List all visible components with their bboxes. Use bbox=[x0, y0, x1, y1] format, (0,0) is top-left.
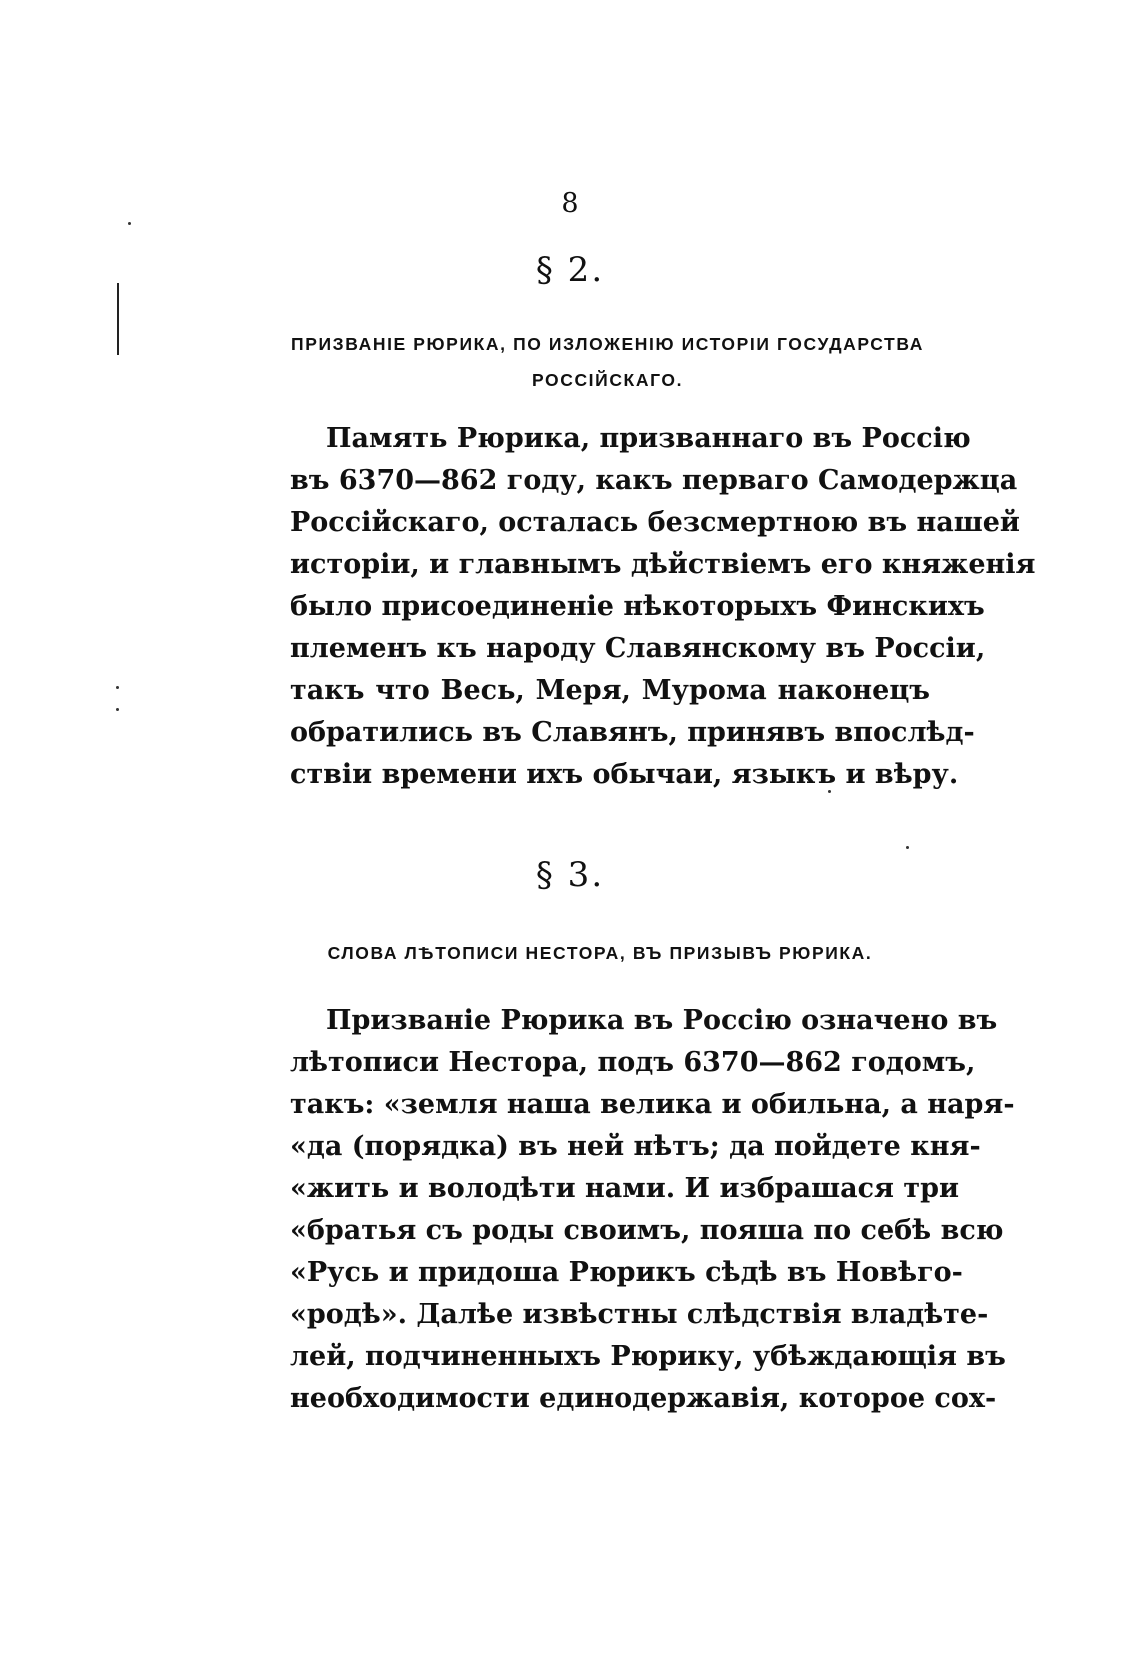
margin-speck bbox=[128, 222, 131, 225]
paragraph-line: такъ: «земля наша велика и обильна, а наря- bbox=[290, 1089, 1015, 1120]
paragraph-line: племенъ къ народу Славянскому въ Россіи, bbox=[290, 633, 986, 664]
margin-speck bbox=[906, 846, 909, 849]
page-number: 8 bbox=[561, 188, 579, 219]
section-2-paragraph bbox=[290, 418, 1036, 796]
paragraph-line: Россійскаго, осталась безсмертною въ нашей bbox=[290, 507, 1020, 538]
paragraph-line: лѣтописи Нестора, подъ 6370—862 годомъ, bbox=[290, 1047, 976, 1078]
paragraph-line: «Русь и придоша Рюрикъ сѣдѣ въ Новѣго- bbox=[290, 1257, 963, 1288]
section-3-mark: § 3. bbox=[535, 855, 605, 895]
paragraph-line: Призваніе Рюрика въ Россію означено въ bbox=[326, 1005, 998, 1036]
paragraph-line: ствіи времени ихъ обычаи, языкъ и вѣру. bbox=[290, 759, 959, 790]
paragraph-line: такъ что Весь, Меря, Мурома наконецъ bbox=[290, 675, 930, 706]
paragraph-line: необходимости единодержавія, которое сох- bbox=[290, 1383, 997, 1414]
heading-line: РОССІЙСКАГО. bbox=[531, 370, 684, 390]
paragraph-line: «жить и володѣти нами. И избрашася три bbox=[290, 1173, 960, 1204]
margin-speck bbox=[116, 686, 119, 689]
section-2-mark: § 2. bbox=[535, 250, 605, 290]
paragraph-line: исторіи, и главнымъ дѣйствіемъ его княженія bbox=[290, 549, 1036, 580]
section-3-paragraph bbox=[290, 1000, 1015, 1420]
margin-mark bbox=[117, 283, 119, 355]
paragraph-line: было присоединеніе нѣкоторыхъ Финскихъ bbox=[290, 591, 985, 622]
section-2-heading bbox=[290, 326, 925, 398]
paragraph-line: «да (порядка) въ ней нѣтъ; да пойдете кня- bbox=[290, 1131, 981, 1162]
paragraph-line: лей, подчиненныхъ Рюрику, убѣждающія въ bbox=[290, 1341, 1006, 1372]
margin-speck bbox=[116, 708, 119, 711]
paragraph-line: обратились въ Славянъ, принявъ впослѣд- bbox=[290, 717, 975, 748]
heading-line: ПРИЗВАНІЕ РЮРИКА, ПО ИЗЛОЖЕНІЮ ИСТОРІИ ГОСУДАРСТВА bbox=[291, 334, 924, 354]
paragraph-line: «братья съ роды своимъ, пояша по себѣ всю bbox=[290, 1215, 1004, 1246]
paragraph-line: въ 6370—862 году, какъ перваго Самодержца bbox=[290, 465, 1018, 496]
paragraph-line: Память Рюрика, призваннаго въ Россію bbox=[326, 423, 971, 454]
section-3-heading: СЛОВА ЛѢТОПИСИ НЕСТОРА, ВЪ ПРИЗЫВЪ РЮРИКА. bbox=[327, 943, 873, 963]
paragraph-line: «родѣ». Далѣе извѣстны слѣдствія владѣте- bbox=[290, 1299, 989, 1330]
